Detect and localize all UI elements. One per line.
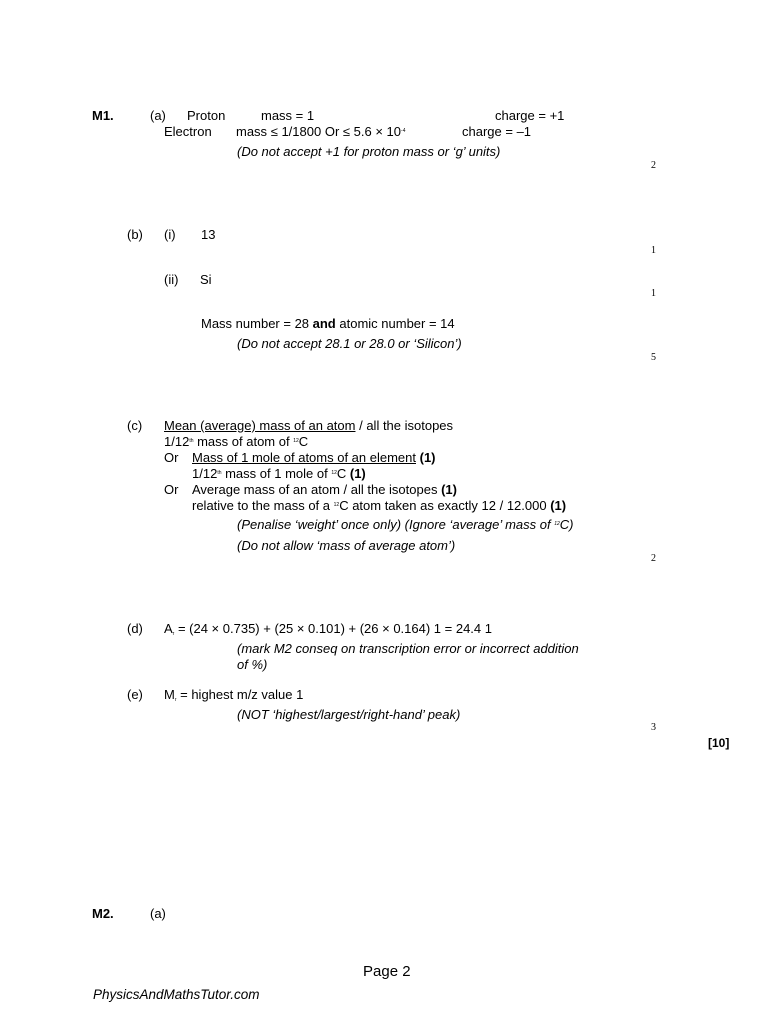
mark-b-ii: 1 bbox=[651, 288, 656, 299]
proton-mass: mass = 1 bbox=[261, 108, 315, 123]
site-footer: PhysicsAndMathsTutor.com bbox=[93, 987, 260, 1002]
part-c-line2: 1/12th mass of atom of $^{12}$C bbox=[164, 434, 309, 449]
question-number-m2: M2. bbox=[92, 906, 114, 921]
electron-charge: charge = –1 bbox=[462, 124, 532, 139]
part-b-ii-answer: Si bbox=[200, 272, 212, 287]
part-c-line4: 1/12th mass of 1 mole of $^{12}$C (1) bbox=[192, 466, 366, 481]
total-marks: [10] bbox=[708, 736, 730, 750]
part-b-ii-label: (ii) bbox=[164, 272, 179, 287]
part-b-label: (b) bbox=[127, 227, 143, 242]
mass-number-line: Mass number = 28 and atomic number = 14 bbox=[201, 316, 455, 331]
part-b-note: (Do not accept 28.1 or 28.0 or ‘Silicon’) bbox=[237, 336, 462, 351]
part-d-equation: Ar = (24 × 0.735) + (25 × 0.101) + (26 × 0.164) 1 = 24.4 1 bbox=[164, 621, 492, 637]
part-c-line1: Mean (average) mass of an atom / all the isotopes bbox=[164, 418, 454, 433]
part-e-note: (NOT ‘highest/largest/right-hand’ peak) bbox=[237, 707, 461, 722]
part-c-note2: (Do not allow ‘mass of average atom’) bbox=[237, 538, 456, 553]
proton-charge: charge = +1 bbox=[495, 108, 565, 123]
mark-b: 5 bbox=[651, 352, 656, 363]
part-d-note1: (mark M2 conseq on transcription error or incorrect addition bbox=[237, 641, 579, 656]
part-d-note2: of %) bbox=[237, 657, 268, 672]
or-label-1: Or bbox=[164, 450, 179, 465]
mark-b-i: 1 bbox=[651, 245, 656, 256]
mark-a: 2 bbox=[651, 160, 656, 171]
page-number: Page 2 bbox=[363, 963, 411, 980]
m2-part-a-label: (a) bbox=[150, 906, 166, 921]
mark-e: 3 bbox=[651, 722, 656, 733]
part-c-line5: Average mass of an atom / all the isotopes (1) bbox=[192, 482, 457, 497]
part-c-label: (c) bbox=[127, 418, 143, 433]
le-symbol: ≤ bbox=[270, 124, 278, 139]
part-a-note: (Do not accept +1 for proton mass or ‘g’ units) bbox=[237, 144, 501, 159]
part-d-label: (d) bbox=[127, 621, 143, 636]
part-c-line3: Mass of 1 mole of atoms of an element (1) bbox=[192, 450, 436, 465]
part-a-label: (a) bbox=[150, 108, 166, 123]
question-number-m1: M1. bbox=[92, 108, 114, 123]
electron-label: Electron bbox=[164, 124, 212, 139]
part-c-note1: (Penalise ‘weight’ once only) (Ignore ‘average’ mass of $^{12}$C) bbox=[237, 517, 574, 532]
proton-label: Proton bbox=[187, 108, 226, 123]
or-label-2: Or bbox=[164, 482, 179, 497]
part-b-i-label: (i) bbox=[164, 227, 176, 242]
part-e-label: (e) bbox=[127, 687, 143, 702]
part-b-i-answer: 13 bbox=[201, 227, 216, 242]
part-c-line6: relative to the mass of a $^{12}$C atom taken as exactly 12 / 12.000 (1) bbox=[192, 498, 567, 513]
mark-c: 2 bbox=[651, 553, 656, 564]
electron-mass: mass ≤ 1/1800 $Or \le 5.6 \times 10^{-4}$ bbox=[236, 124, 406, 139]
part-e-answer: Mr = highest m/z value 1 bbox=[164, 687, 304, 703]
